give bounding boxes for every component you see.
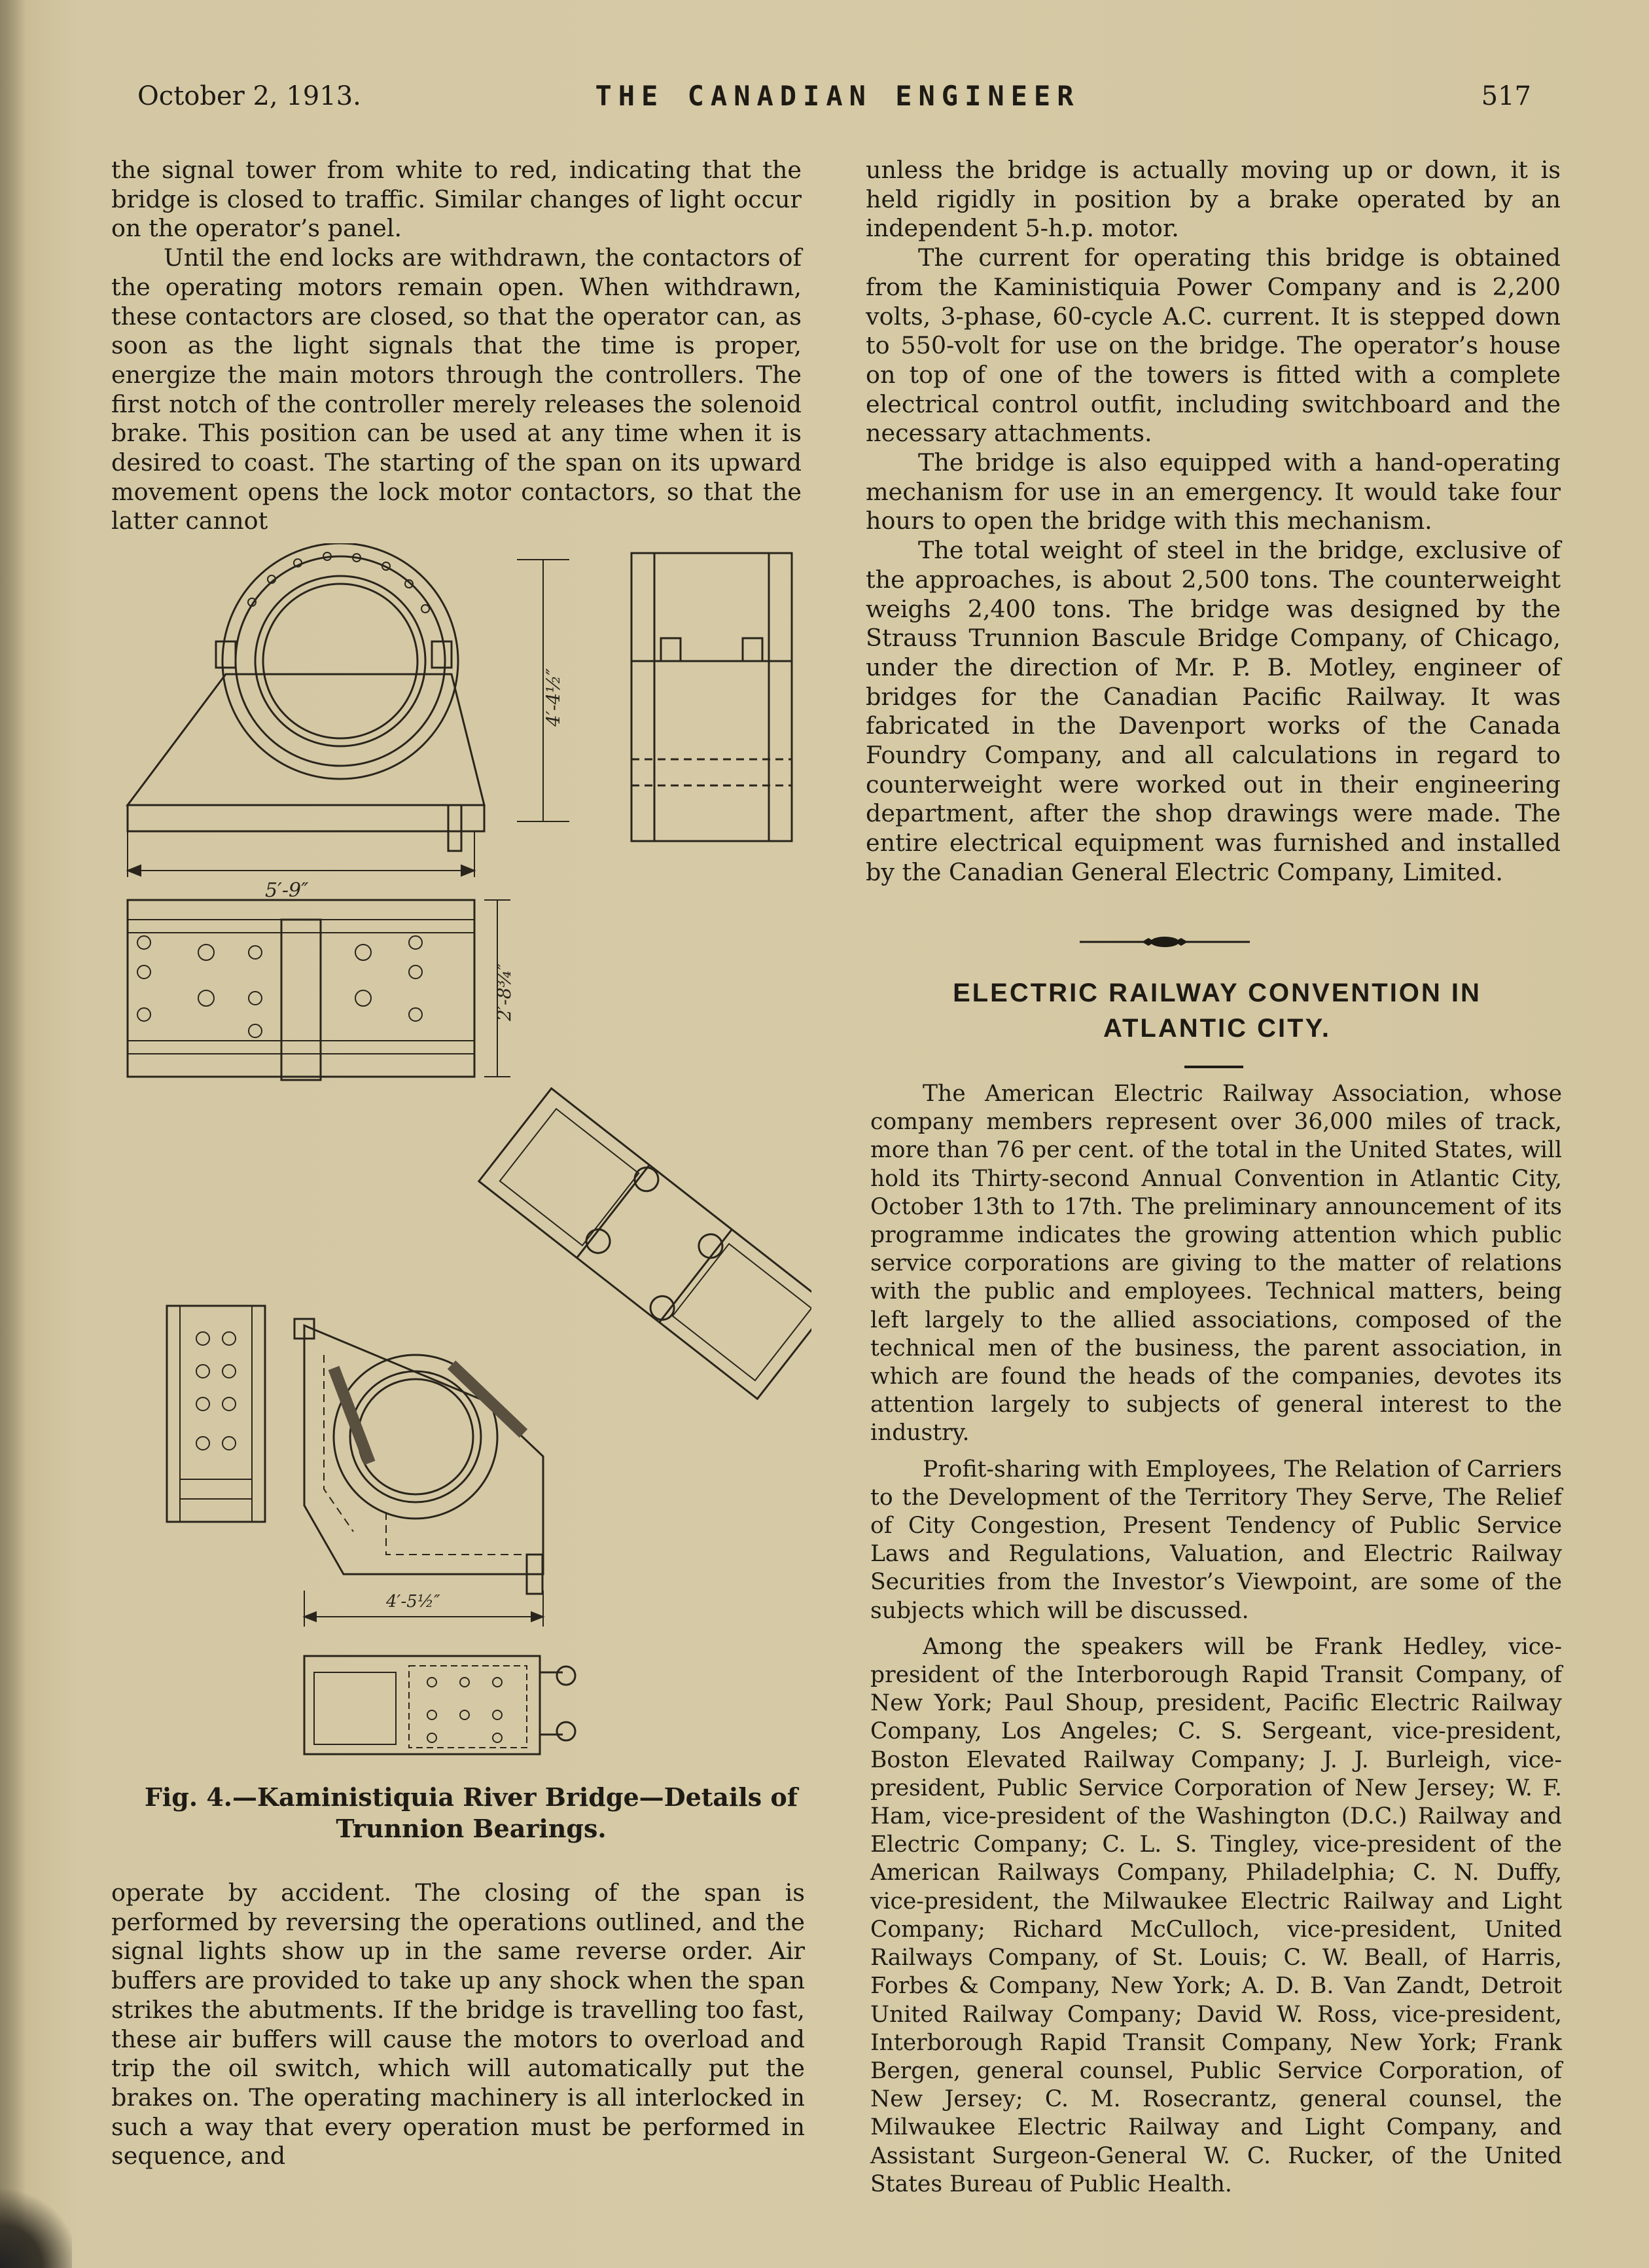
paragraph: unless the bridge is actually moving up or down, it is held rigidly in position by a brake operated by an independent 5-h.p. motor. [866,156,1561,243]
paragraph: The bridge is also equipped with a hand-operating mechanism for use in an emergency. It would take four hours to open the bridge with this mechanism. [866,448,1561,535]
paragraph: The American Electric Railway Association, whose company members represent over 36,000 miles of track, more than 76 per cent. of the total in the United States, will hold its Thirty-second Annual Convention in Atlantic City, October 13th to 17th. The preliminary announcement of its programme indicates the growing attention which public service corporations are giving to the matter of relations with the public and employees. Technical matters, being left largely to the allied associations, composed of the technical men of the business, the parent association, in which are found the heads of the companies, devotes its attention largely to subjects of general interest to the industry. [870,1081,1562,1447]
bearing-tilted-elevation [294,1319,543,1594]
bearing-side-view [631,553,792,841]
binding-shadow [0,0,26,2268]
paragraph: operate by accident. The closing of the span is performed by reversing the operations outlined, and the signal lights show up in the same reverse order. Air buffers are provided to take up any shock when the span strikes the abutments. If the bridge is travelling too fast, these air buffers will cause the motors to overload and trip the oil switch, which will automatically put the brakes on. The operating machinery is all interlocked in such a way that every operation must be performed in sequence, and [111,1879,805,2170]
bearing-end-view [167,1306,265,1522]
bearing-rotated-view [479,1089,811,1399]
title-line: ATLANTIC CITY. [1103,1014,1331,1043]
paragraph: the signal tower from white to red, indicating that the bridge is closed to traffic. Similar changes of light occur on the operator’s panel. [111,156,802,243]
issue-date: October 2, 1913. [137,81,361,111]
engineering-drawing [118,543,811,1780]
title-line: ELECTRIC RAILWAY CONVENTION IN [953,979,1481,1007]
dimension-width-top [128,865,474,876]
dimension-label: 2′-8¾″ [493,962,515,1021]
ornamental-divider [1080,932,1250,952]
paragraph: The current for operating this bridge is obtained from the Kaministiquia Power Company and is 2,200 volts, 3-phase, 60-cycle A.C. current. It is stepped down to 550-volt for use on the bridge. The operator’s house on top of one of the towers is fitted with a complete electrical control outfit, including switchboard and the necessary attachments. [866,243,1561,448]
running-head [131,77,1544,123]
dimension-label: 5′-9″ [265,879,309,902]
paragraph: Profit-sharing with Employees, The Relation of Carriers to the Development of the Territory They Serve, The Relief of City Congestion, Present Tendency of Public Service Laws and Regulations, Valuation, and Electric Railway Securities from the Investor’s Viewpoint, are some of the subjects which will be discussed. [870,1456,1562,1624]
dimension-label: 4′-5½″ [386,1592,440,1611]
left-column-bottom [111,1879,805,2171]
paragraph: Among the speakers will be Frank Hedley, vice-president of the Interborough Rapid Transit Company, of New York; Paul Shoup, president, Pacific Electric Railway Company, Los Angeles; C. S. Sergeant, vice-president, Boston Elevated Railway Company; J. J. Burleigh, vice-president, Public Service Corporation of New Jersey; W. F. Ham, vice-president of the Washington (D.C.) Railway and Electric Company; C. L. S. Tingley, vice-president of the American Railways Company, Philadelphia; C. N. Duffy, vice-president, the Milwaukee Electric Railway and Light Company; Richard McCulloch, vice-president, United Railways Company, of St. Louis; C. W. Beall, of Harris, Forbes & Company, New York; A. D. B. Van Zandt, Detroit United Railway Company; David W. Ross, vice-president, Interborough Rapid Transit Company, New York; Frank Bergen, general counsel, Public Service Corporation, of New Jersey; C. M. Rosecrantz, general counsel, the Milwaukee Electric Railway and Light Company, and Assistant Surgeon-General W. C. Rucker, of the United States Bureau of Public Health. [870,1633,1562,2197]
article-body [870,1080,1562,2206]
journal-title: THE CANADIAN ENGINEER [595,80,1080,112]
caption-line: Trunnion Bearings. [336,1814,607,1843]
paragraph: Until the end locks are withdrawn, the contactors of the operating motors remain open. When withdrawn, these contactors are closed, so that the operator can, as soon as the light signals that the time is proper, energize the main motors through the controllers. The first notch of the controller merely releases the solenoid brake. This position can be used at any time when it is desired to coast. The starting of the span on its upward movement opens the lock motor contactors, so that the latter cannot [111,243,802,535]
caption-line: Fig. 4.—Kaministiquia River Bridge—Details of [144,1782,798,1812]
corner-shadow [0,2189,72,2268]
bearing-bottom-plan [304,1656,575,1754]
right-column-top [866,156,1561,888]
page-number: 517 [1481,81,1531,111]
left-column-top [111,156,802,536]
trunnion-bearing-figure [118,543,811,1780]
article-title [870,975,1564,1046]
dimension-label: 4′-4½″ [542,668,564,727]
bearing-plan-view [128,900,474,1080]
bearing-elevation-view [128,543,484,877]
figure-caption [144,1782,798,1845]
title-underline [1184,1066,1243,1068]
paragraph: The total weight of steel in the bridge, exclusive of the approaches, is about 2,500 tons. The counterweight weighs 2,400 tons. The bridge was designed by the Strauss Trunnion Bascule Bridge Company, of Chicago, under the direction of Mr. P. B. Motley, engineer of bridges for the Canadian Pacific Railway. It was fabricated in the Davenport works of the Canada Foundry Company, and all calculations in regard to counterweight were worked out in their engineering department, after the shop drawings were made. The entire electrical equipment was furnished and installed by the Canadian General Electric Company, Limited. [866,536,1561,886]
